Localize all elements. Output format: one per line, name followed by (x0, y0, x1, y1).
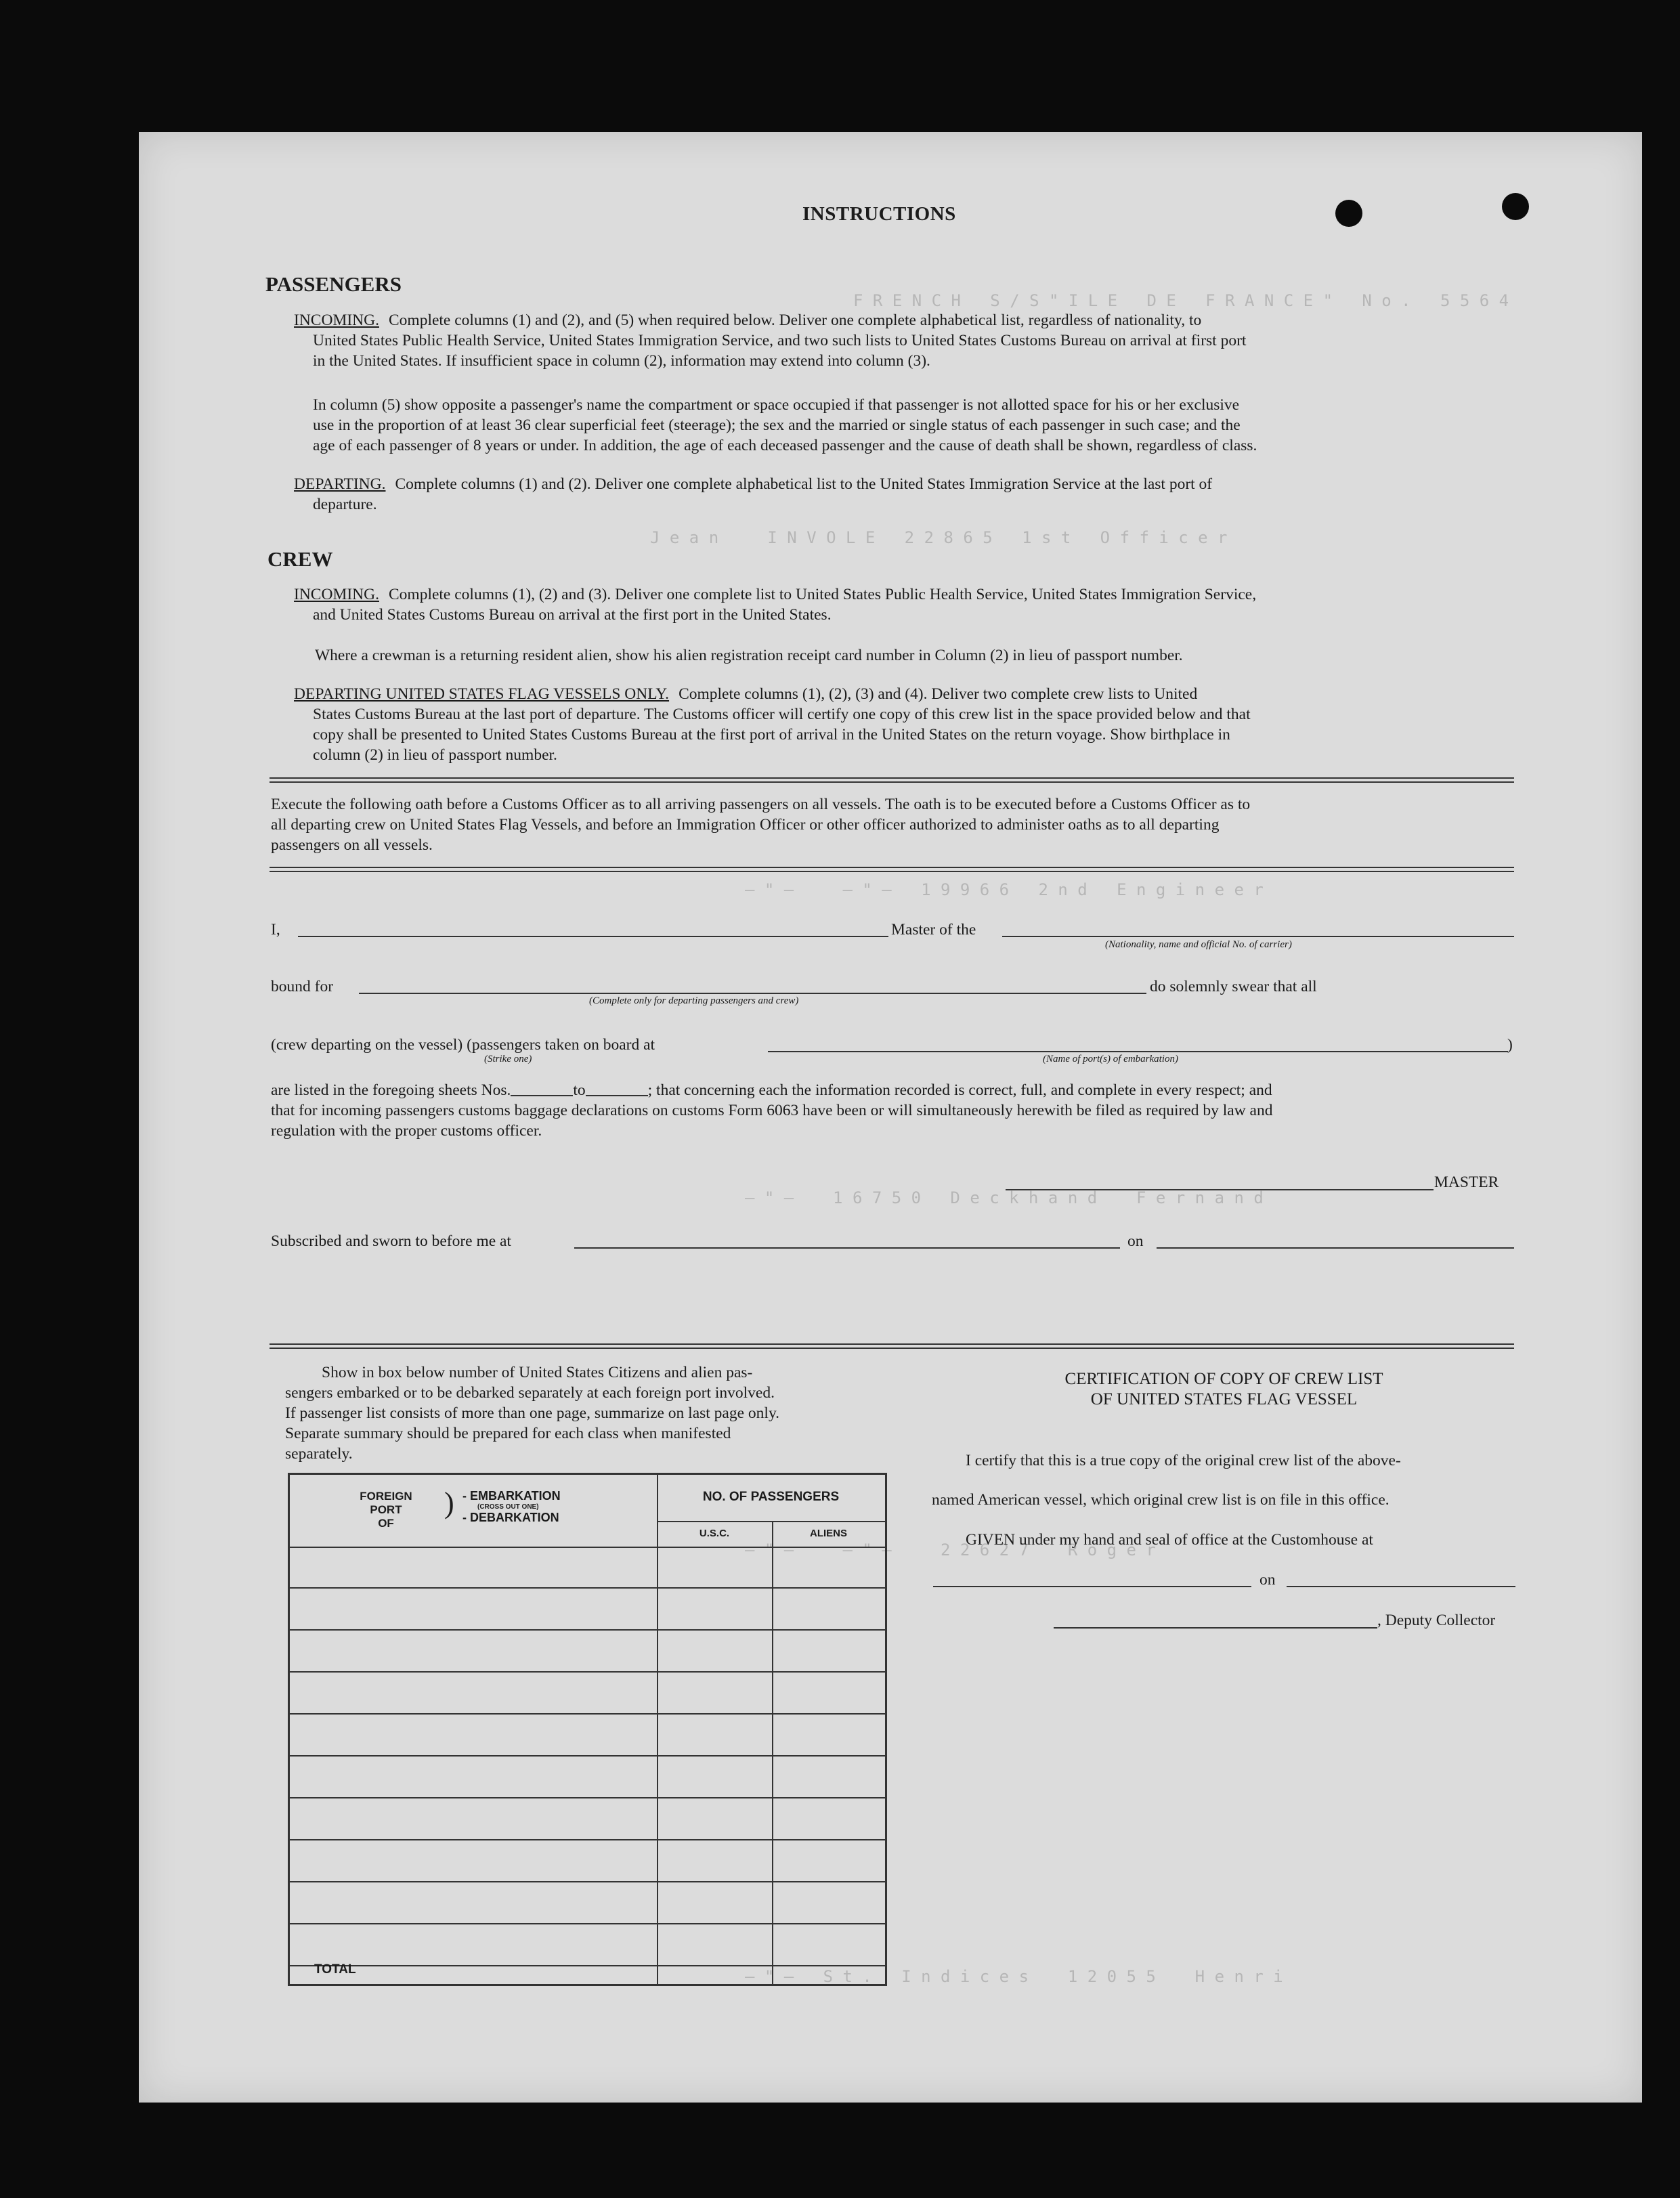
cross-out-note: (CROSS OUT ONE) (477, 1503, 539, 1511)
table-row[interactable] (290, 1882, 885, 1924)
crew-departing-line: States Customs Bureau at the last port of departure. The Customs officer will certify one copy of this crew list in the space provided below and that (313, 706, 1251, 723)
passengers-departing-label: DEPARTING. (294, 475, 386, 493)
crew-incoming-block (294, 584, 1514, 625)
crew-departing-line: copy shall be presented to United States Customs Bureau at the first port of arrival in the United States on the return voyage. Show birthplace in (313, 726, 1230, 744)
oath-intro-line: all departing crew on United States Flag Vessels, and before an Immigration Officer or other officer authorized to administer oaths as to all departing (271, 816, 1220, 834)
crew-departing-label: (crew departing on the vessel) (passengers taken on board at (271, 1036, 655, 1054)
crew-departing-block (294, 684, 1514, 765)
passengers-incoming-label: INCOMING. (294, 311, 379, 329)
bleed-through-text: — " — 1 6 7 5 0 D e c k h a n d F e r n a n d (745, 1188, 1264, 1207)
table-row[interactable] (290, 1631, 885, 1673)
listed-sheets-line: ; that concerning each the information recorded is correct, full, and complete in every respect; and (647, 1081, 1272, 1099)
sheet-from-field[interactable] (511, 1095, 573, 1096)
punch-hole-right (1502, 193, 1529, 220)
bleed-through-text: — " — S t . I n d i c e s 1 2 0 5 5 H e n r i (745, 1967, 1283, 1986)
passengers-heading: PASSENGERS (265, 272, 402, 296)
crew-departing-line: column (2) in lieu of passport number. (313, 746, 557, 764)
aliens-header: ALIENS (809, 1528, 847, 1539)
master-label: MASTER (1434, 1173, 1499, 1191)
embarkation-port-field[interactable] (768, 1051, 1508, 1052)
col-port-label: PORT (370, 1503, 402, 1516)
summary-note-line: Separate summary should be prepared for each class when manifested (285, 1425, 731, 1442)
close-paren: ) (1507, 1036, 1513, 1054)
crew-departing-line: Complete columns (1), (2), (3) and (4). Deliver two complete crew lists to United (679, 685, 1198, 703)
section-divider (270, 1343, 1514, 1349)
crew-resident-line: Where a crewman is a returning resident alien, show his alien registration receipt card number in Column (2) in lieu of passport number. (315, 647, 1183, 664)
subscribed-place-field[interactable] (574, 1247, 1120, 1249)
master-of-the-label: Master of the (891, 921, 976, 939)
carrier-field-note: (Nationality, name and official No. of carrier) (1105, 939, 1292, 950)
bleed-through-text: J e a n I N V O L E 2 2 8 6 5 1 s t O f f i c e r (650, 528, 1228, 547)
strike-one-note: (Strike one) (484, 1054, 532, 1064)
certification-title-line: CERTIFICATION OF COPY OF CREW LIST (1064, 1370, 1383, 1388)
bound-for-field[interactable] (359, 993, 1146, 994)
bleed-through-text: — " — — " — 2 2 6 2 7 R o g e r (745, 1540, 1156, 1559)
crew-heading: CREW (267, 547, 333, 571)
usc-header: U.S.C. (699, 1528, 730, 1539)
crew-incoming-label: INCOMING. (294, 586, 379, 603)
crew-incoming-line: Complete columns (1), (2) and (3). Deliver one complete list to United States Public Health Service, United States Immigration Service, (388, 586, 1257, 603)
passengers-column5-block (313, 395, 1514, 456)
listed-sheets-block (271, 1080, 1514, 1141)
passengers-incoming-line: in the United States. If insufficient space in column (2), information may extend into column (3). (313, 352, 930, 370)
certification-on-label: on (1259, 1571, 1276, 1589)
carrier-field[interactable] (1002, 936, 1514, 937)
certification-date-field[interactable] (1287, 1586, 1515, 1587)
bleed-through-text: F R E N C H S / S " I L E D E F R A N C E " N o . 5 5 6 4 (853, 291, 1509, 310)
punch-hole-left (1335, 200, 1362, 227)
summary-table (288, 1473, 887, 1986)
summary-note-line: Show in box below number of United States Citizens and alien pas- (322, 1364, 753, 1381)
debarkation-label: - DEBARKATION (462, 1511, 559, 1524)
certification-line: GIVEN under my hand and seal of office at the Customhouse at (966, 1531, 1373, 1549)
foreign-port-header (332, 1490, 440, 1530)
section-divider (270, 777, 1514, 783)
page-title: INSTRUCTIONS (802, 203, 956, 225)
embarkation-port-note: (Name of port(s) of embarkation) (1043, 1054, 1178, 1064)
certification-line: I certify that this is a true copy of the original crew list of the above- (966, 1452, 1401, 1469)
bound-for-label: bound for (271, 978, 334, 995)
embarkation-label: - EMBARKATION (462, 1489, 561, 1503)
listed-sheets-line: that for incoming passengers customs baggage declarations on customs Form 6063 have been or will simultaneously herewith be filed as required by law and (271, 1102, 1273, 1119)
customhouse-field[interactable] (933, 1586, 1251, 1587)
listed-to-label: to (573, 1081, 586, 1099)
table-row[interactable] (290, 1757, 885, 1798)
certification-title (934, 1369, 1513, 1410)
deputy-collector-label: , Deputy Collector (1377, 1612, 1496, 1629)
column5-line: use in the proportion of at least 36 clear superficial feet (steerage); the sex and the married or single status of each passenger in such case; and the (313, 416, 1241, 434)
summary-note-line: separately. (285, 1445, 353, 1463)
table-row[interactable] (290, 1673, 885, 1715)
sheet-to-field[interactable] (586, 1095, 648, 1096)
subscribed-date-field[interactable] (1157, 1247, 1514, 1249)
master-name-field[interactable] (298, 936, 888, 937)
summary-note (285, 1362, 886, 1464)
deputy-signature-field[interactable] (1054, 1627, 1377, 1629)
summary-note-line: sengers embarked or to be debarked separately at each foreign port involved. (285, 1384, 775, 1402)
table-row[interactable] (290, 1798, 885, 1840)
oath-intro-line: Execute the following oath before a Customs Officer as to all arriving passengers on all vessels. The oath is to be executed before a Customs Officer as to (271, 796, 1251, 813)
oath-intro-line: passengers on all vessels. (271, 836, 433, 854)
oath-i-label: I, (271, 921, 280, 939)
summary-note-line: If passenger list consists of more than one page, summarize on last page only. (285, 1404, 780, 1422)
listed-sheets-label: are listed in the foregoing sheets Nos. (271, 1081, 511, 1099)
crew-incoming-line: and United States Customs Bureau on arrival at the first port in the United States. (313, 606, 832, 624)
table-row[interactable] (290, 1547, 885, 1589)
column5-line: age of each passenger of 8 years or under. In addition, the age of each deceased passenger and the cause of death shall be shown, regardless of class. (313, 437, 1257, 454)
listed-sheets-line: regulation with the proper customs officer. (271, 1122, 542, 1140)
passengers-departing-line: departure. (313, 496, 377, 513)
passengers-incoming-line: United States Public Health Service, United States Immigration Service, and two such lists to United States Customs Bureau on arrival at first port (313, 332, 1247, 349)
swear-label: do solemnly swear that all (1150, 978, 1317, 995)
master-signature-field[interactable] (1006, 1189, 1434, 1190)
passengers-departing-block (294, 474, 1514, 515)
table-row[interactable] (290, 1840, 885, 1882)
table-row[interactable] (290, 1924, 885, 1966)
bound-for-note: (Complete only for departing passengers and crew) (589, 995, 799, 1006)
passengers-incoming-line: Complete columns (1) and (2), and (5) when required below. Deliver one complete alphabetical list, regardless of nationality, to (388, 311, 1202, 329)
certification-line: named American vessel, which original crew list is on file in this office. (932, 1491, 1390, 1509)
passengers-departing-line: Complete columns (1) and (2). Deliver one complete alphabetical list to the United States Immigration Service at the last port of (395, 475, 1213, 493)
table-row[interactable] (290, 1715, 885, 1757)
oath-intro (271, 794, 1514, 855)
certification-title-line: OF UNITED STATES FLAG VESSEL (1090, 1390, 1358, 1408)
brace-glyph: ) (444, 1486, 454, 1520)
bleed-through-text: — " — — " — 1 9 9 6 6 2 n d E n g i n e e r (745, 880, 1264, 899)
total-label: TOTAL (314, 1962, 356, 1977)
passengers-incoming-block (294, 310, 1514, 371)
subscribed-label: Subscribed and sworn to before me at (271, 1232, 512, 1250)
table-row[interactable] (290, 1589, 885, 1631)
subscribed-on-label: on (1127, 1232, 1144, 1250)
no-passengers-header: NO. OF PASSENGERS (702, 1490, 840, 1504)
crew-departing-label: DEPARTING UNITED STATES FLAG VESSELS ONLY. (294, 685, 670, 703)
section-divider (270, 867, 1514, 872)
col-of-label: OF (378, 1517, 394, 1530)
col-foreign-label: FOREIGN (360, 1490, 412, 1503)
column5-line: In column (5) show opposite a passenger's name the compartment or space occupied if that passenger is not allotted space for his or her exclusive (313, 396, 1240, 414)
